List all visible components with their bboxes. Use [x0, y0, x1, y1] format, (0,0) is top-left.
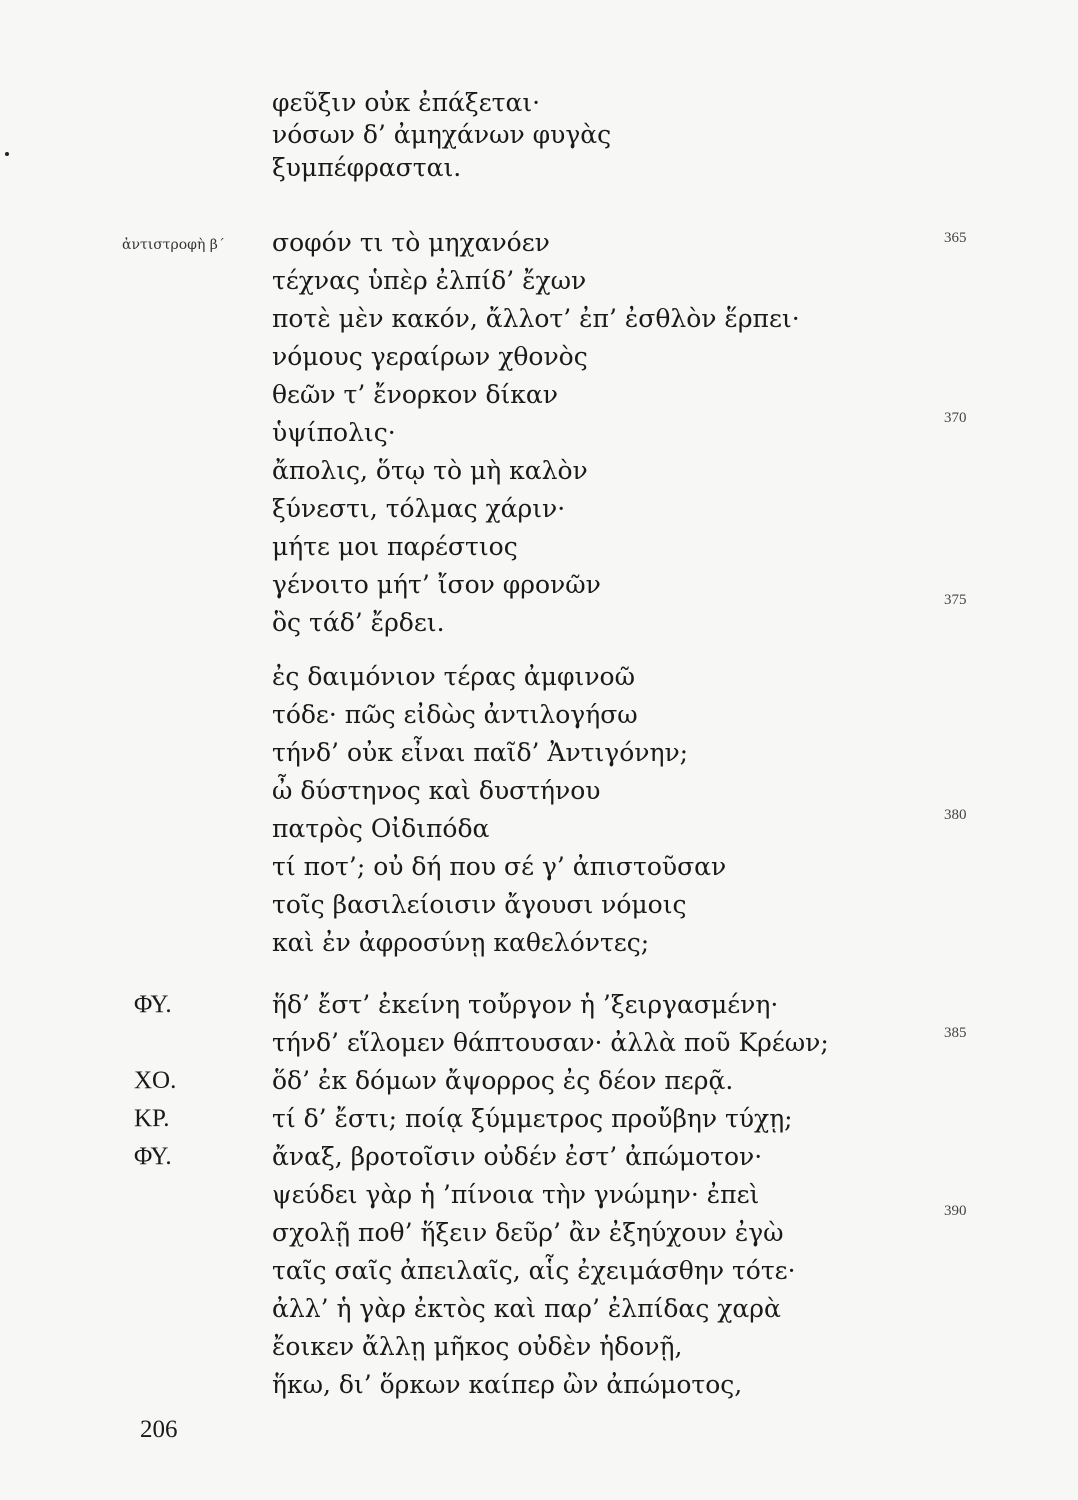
margin-mark: [5, 152, 9, 156]
speaker-label: ΧΟ.: [134, 1067, 177, 1094]
verse-line: νόσων δ’ ἀμηχάνων φυγὰς: [272, 120, 612, 149]
verse-line: καὶ ἐν ἀφροσύνῃ καθελόντες;: [272, 928, 650, 957]
verse-line: τί δ’ ἔστι; ποίᾳ ξύμμετρος προὔβην τύχῃ;: [272, 1104, 793, 1133]
verse-line: τήνδ’ εἵλομεν θάπτουσαν· ἀλλὰ ποῦ Κρέων;: [272, 1028, 829, 1057]
verse-line: ἄπολις, ὅτῳ τὸ μὴ καλὸν: [272, 456, 588, 485]
verse-line: ἥδ’ ἔστ’ ἐκείνη τοὔργον ἡ ’ξειργασμένη·: [272, 990, 779, 1019]
verse-line: ἀλλ’ ἡ γὰρ ἐκτὸς καὶ παρ’ ἐλπίδας χαρὰ: [272, 1294, 781, 1323]
verse-line: σχολῇ ποθ’ ἥξειν δεῦρ’ ἂν ἐξηύχουν ἐγὼ: [272, 1218, 784, 1247]
section-label: ἀντιστροφὴ β´: [122, 237, 225, 253]
verse-line: ὑψίπολις·: [272, 418, 396, 447]
line-number: 370: [944, 410, 967, 426]
verse-line: τήνδ’ οὐκ εἶναι παῖδ’ Ἀντιγόνην;: [272, 738, 689, 767]
line-number: 375: [944, 592, 967, 608]
verse-line: ταῖς σαῖς ἀπειλαῖς, αἷς ἐχειμάσθην τότε·: [272, 1256, 796, 1285]
verse-line: μήτε μοι παρέστιος: [272, 532, 518, 561]
line-number: 365: [944, 230, 967, 246]
page-number: 206: [140, 1416, 178, 1443]
verse-line: φεῦξιν οὐκ ἐπάξεται·: [272, 88, 541, 117]
verse-line: ἥκω, δι’ ὅρκων καίπερ ὢν ἀπώμοτος,: [272, 1370, 743, 1399]
verse-line: νόμους γεραίρων χθονὸς: [272, 342, 588, 371]
verse-line: ξυμπέφρασται.: [272, 153, 462, 182]
verse-line: πατρὸς Οἰδιπόδα: [272, 814, 490, 843]
verse-line: τί ποτ’; οὐ δή που σέ γ’ ἀπιστοῦσαν: [272, 852, 727, 881]
verse-line: ἐς δαιμόνιον τέρας ἀμφινοῶ: [272, 662, 635, 691]
speaker-label: ΚΡ.: [134, 1105, 170, 1132]
verse-line: γένοιτο μήτ’ ἴσον φρονῶν: [272, 570, 601, 599]
line-number: 390: [944, 1203, 967, 1219]
line-number: 380: [944, 807, 967, 823]
verse-line: ὅδ’ ἐκ δόμων ἄψορρος ἐς δέον περᾷ.: [272, 1066, 734, 1095]
verse-line: τόδε· πῶς εἰδὼς ἀντιλογήσω: [272, 700, 638, 729]
verse-line: ἔοικεν ἄλλῃ μῆκος οὐδὲν ἡδονῇ,: [272, 1332, 683, 1361]
verse-line: ὦ δύστηνος καὶ δυστήνου: [272, 776, 601, 805]
verse-line: τοῖς βασιλείοισιν ἄγουσι νόμοις: [272, 890, 687, 919]
line-number: 385: [944, 1025, 967, 1041]
speaker-label: ΦΥ.: [134, 991, 172, 1018]
verse-line: σοφόν τι τὸ μηχανόεν: [272, 228, 550, 257]
verse-line: θεῶν τ’ ἔνορκον δίκαν: [272, 380, 558, 409]
verse-line: τέχνας ὑπὲρ ἐλπίδ’ ἔχων: [272, 266, 587, 295]
verse-line: ξύνεστι, τόλμας χάριν·: [272, 494, 566, 523]
verse-line: ποτὲ μὲν κακόν, ἄλλοτ’ ἐπ’ ἐσθλὸν ἕρπει·: [272, 304, 800, 333]
verse-line: ἄναξ, βροτοῖσιν οὐδέν ἐστ’ ἀπώμοτον·: [272, 1142, 763, 1171]
speaker-label: ΦΥ.: [134, 1143, 172, 1170]
verse-line: ὃς τάδ’ ἔρδει.: [272, 608, 445, 637]
verse-line: ψεύδει γὰρ ἡ ’πίνοια τὴν γνώμην· ἐπεὶ: [272, 1180, 760, 1209]
